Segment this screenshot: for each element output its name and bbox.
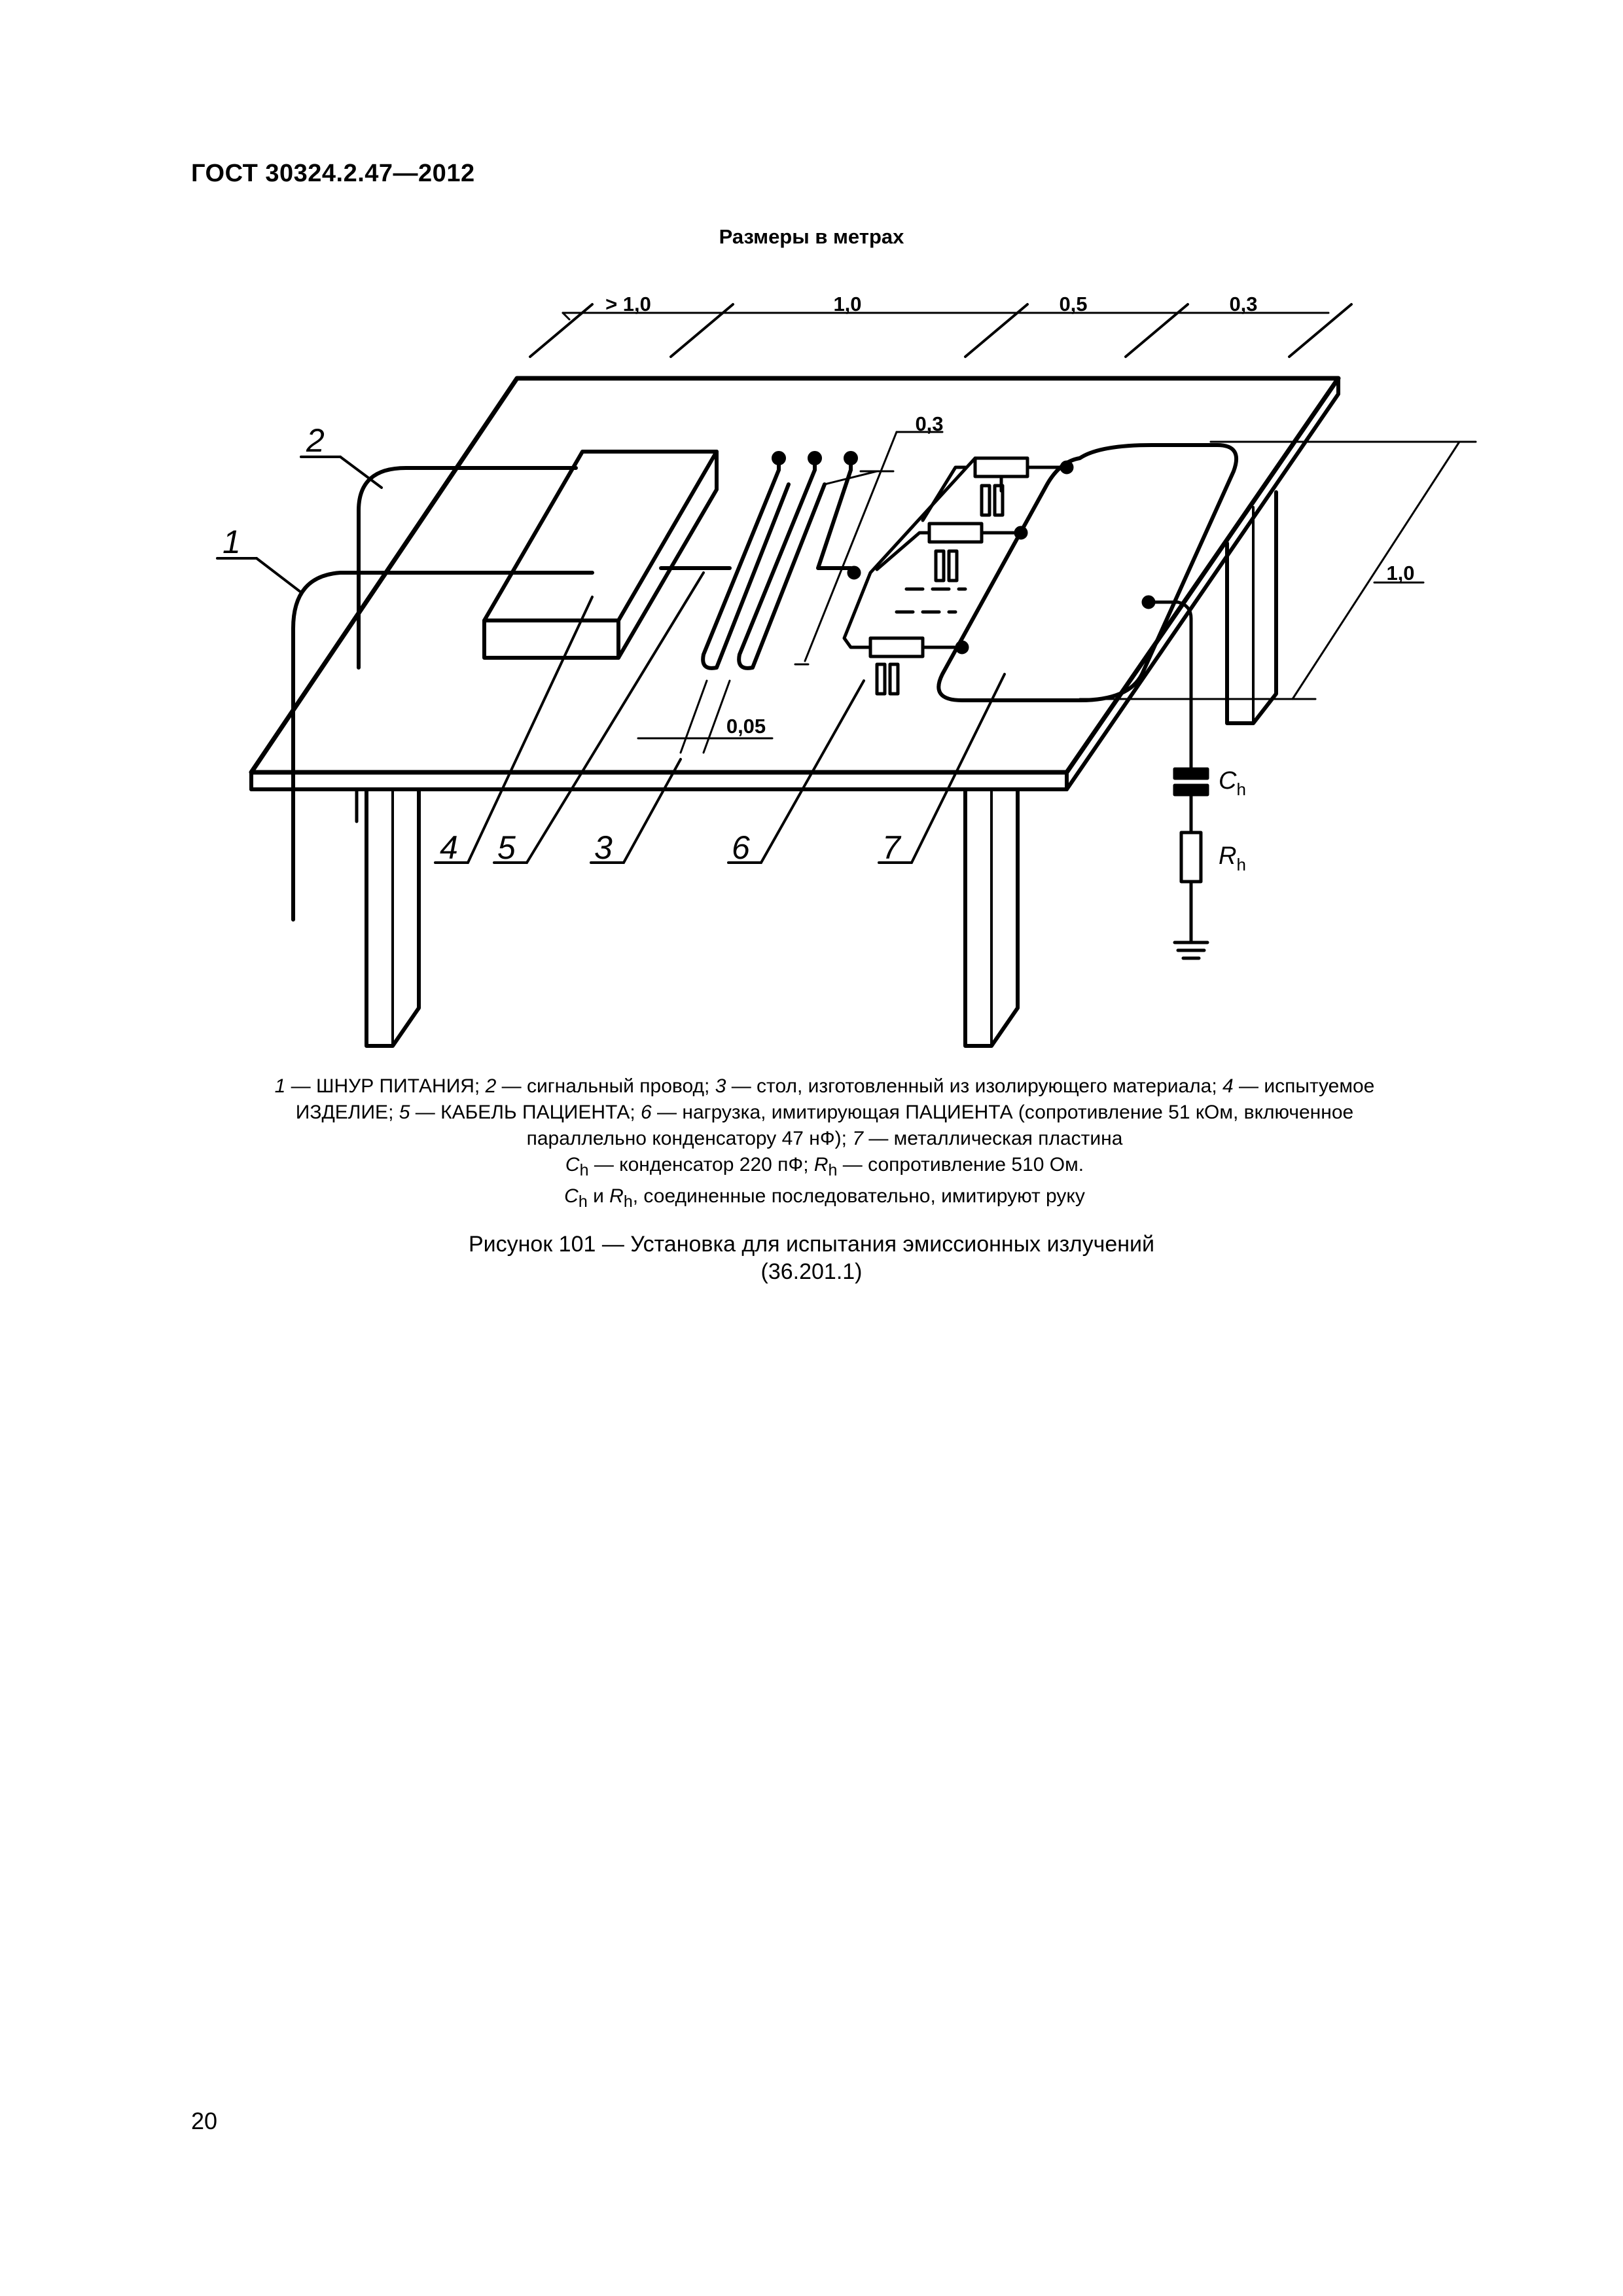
legend-line-5 xyxy=(216,1183,1433,1215)
cable-gap-dimension xyxy=(638,681,772,753)
callout-5: 5 xyxy=(497,829,516,866)
wire-gap-label: 0,3 xyxy=(915,412,944,435)
legend-line-2 xyxy=(216,1100,1433,1126)
hand-simulation-circuit xyxy=(1143,597,1246,958)
legend-text-3: — стол, изготовленный из изолирующего материала; xyxy=(726,1075,1223,1097)
legend-r-symbol: R xyxy=(813,1154,829,1175)
legend-num-3: 3 xyxy=(715,1075,726,1097)
legend-c-symbol: C xyxy=(565,1154,580,1175)
wire-gap-dimension xyxy=(795,412,944,664)
legend-hand-text: , соединенные последовательно, имитируют руку xyxy=(632,1185,1085,1207)
legend-r-symbol-2: R xyxy=(609,1185,624,1207)
legend-text-5: — КАБЕЛЬ ПАЦИЕНТА; xyxy=(410,1102,641,1123)
capacitor-label-main: C xyxy=(1219,767,1237,795)
cable-gap-label: 0,05 xyxy=(726,715,766,738)
legend-r-sub: h xyxy=(828,1161,838,1179)
legend-text-4b: ИЗДЕЛИЕ; xyxy=(295,1102,399,1123)
plate-depth-label: 1,0 xyxy=(1386,562,1415,584)
legend-c-symbol-2: C xyxy=(564,1185,579,1207)
insulating-table xyxy=(251,378,1338,1046)
figure-caption xyxy=(0,1230,1623,1285)
callout-2: 2 xyxy=(306,422,325,459)
legend-c-text: — конденсатор 220 пФ; xyxy=(588,1154,814,1175)
legend-text-6: — нагрузка, имитирующая ПАЦИЕНТА (сопротивление 51 кОм, включенное xyxy=(651,1102,1354,1123)
legend-text-7: — металлическая пластина xyxy=(863,1128,1123,1149)
device-under-test xyxy=(484,452,730,658)
callout-6: 6 xyxy=(732,829,750,866)
legend-line-3 xyxy=(216,1126,1433,1152)
patient-cables xyxy=(703,453,856,668)
units-note: Размеры в метрах xyxy=(719,225,904,248)
top-dimension xyxy=(530,293,1351,357)
legend-line-4 xyxy=(216,1152,1433,1183)
caption-line-2: (36.201.1) xyxy=(760,1259,863,1284)
legend-text-6b: параллельно конденсатору 47 нФ); xyxy=(526,1128,853,1149)
document-header: ГОСТ 30324.2.47—2012 xyxy=(191,160,475,187)
capacitor-label xyxy=(1219,767,1246,799)
patient-load xyxy=(844,458,1072,694)
callout-1: 1 xyxy=(223,524,241,560)
dim-label-4: 0,3 xyxy=(1229,293,1258,315)
legend-c-sub-2: h xyxy=(578,1193,588,1211)
legend-r-text: — сопротивление 510 Ом. xyxy=(837,1154,1084,1175)
dim-label-2: 1,0 xyxy=(833,293,862,315)
figure-legend xyxy=(216,1073,1433,1215)
dim-label-3: 0,5 xyxy=(1059,293,1088,315)
legend-c-sub: h xyxy=(579,1161,589,1179)
legend-num-4: 4 xyxy=(1222,1075,1234,1097)
power-cord xyxy=(293,573,592,920)
legend-text-1: — ШНУР ПИТАНИЯ; xyxy=(285,1075,486,1097)
legend-num-7: 7 xyxy=(852,1128,864,1149)
resistor-label-main: R xyxy=(1219,842,1237,870)
callout-3: 3 xyxy=(594,829,613,866)
legend-and-text: и xyxy=(587,1185,610,1207)
caption-line-1: Рисунок 101 — Установка для испытания эмиссионных излучений xyxy=(468,1232,1155,1257)
callout-7: 7 xyxy=(882,829,901,866)
legend-num-6: 6 xyxy=(641,1102,652,1123)
dim-label-1: > 1,0 xyxy=(605,293,651,315)
legend-r-sub-2: h xyxy=(623,1193,633,1211)
legend-text-2: — сигнальный провод; xyxy=(496,1075,715,1097)
resistor-label-sub: h xyxy=(1236,855,1246,874)
capacitor-label-sub: h xyxy=(1236,780,1246,799)
callout-4: 4 xyxy=(440,829,458,866)
legend-num-2: 2 xyxy=(485,1075,497,1097)
legend-line-1 xyxy=(216,1073,1433,1100)
page-number: 20 xyxy=(191,2108,218,2134)
legend-text-4: — испытуемое xyxy=(1233,1075,1375,1097)
legend-num-5: 5 xyxy=(399,1102,410,1123)
resistor-label xyxy=(1219,842,1246,874)
legend-num-1: 1 xyxy=(274,1075,286,1097)
